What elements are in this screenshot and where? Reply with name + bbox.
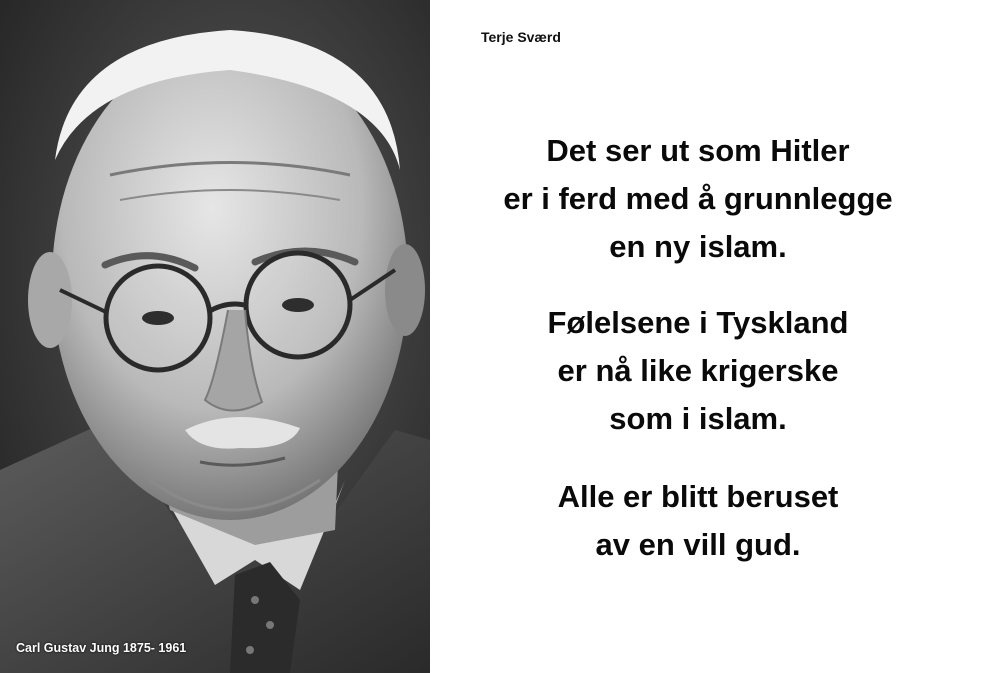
quote-line: Det ser ut som Hitler: [546, 133, 850, 168]
quote-paragraph: [430, 473, 966, 569]
photo-caption: Carl Gustav Jung 1875- 1961: [16, 641, 187, 655]
quote-line: Følelsene i Tyskland: [547, 305, 849, 340]
quote-line: Alle er blitt beruset: [557, 479, 839, 514]
quote-line: av en vill gud.: [595, 527, 801, 562]
quote-paragraph: [430, 299, 966, 443]
quote-line: en ny islam.: [609, 229, 787, 264]
portrait-illustration: [0, 0, 430, 673]
quote-line: som i islam.: [609, 401, 787, 436]
portrait-photo: [0, 0, 430, 673]
quote-paragraph: [430, 127, 966, 271]
author-name: Terje Sværd: [481, 29, 561, 45]
quote-line: er nå like krigerske: [557, 353, 839, 388]
quote-line: er i ferd med å grunnlegge: [503, 181, 893, 216]
